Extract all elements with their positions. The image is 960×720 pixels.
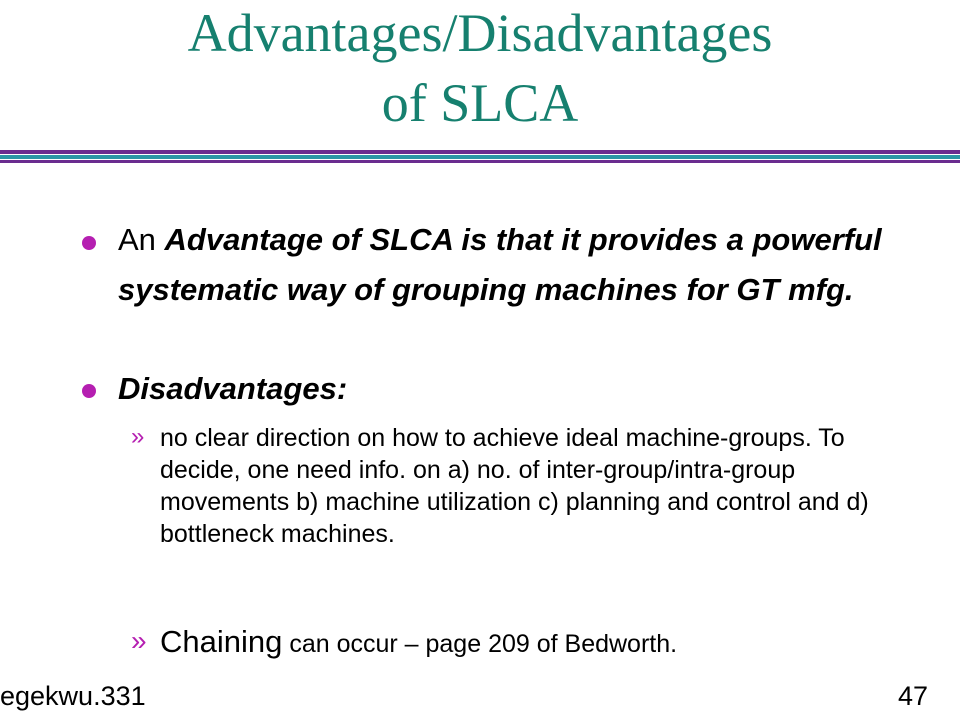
footer-page-number: 47 — [897, 681, 928, 711]
sub-bullet-chaining — [160, 622, 880, 664]
title-divider-top — [0, 150, 960, 154]
bullet-advantage-emphasis: Advantage of SLCA is that it provides a powerful systematic way of grouping machines for GT mfg. — [118, 222, 882, 307]
bullet-advantage — [118, 215, 898, 315]
title-divider-bottom — [0, 160, 960, 163]
bullet-disadvantages-heading: Disadvantages: — [118, 371, 348, 406]
title-line-1: Advantages/Disadvantages — [187, 3, 773, 63]
title-line-2: of SLCA — [381, 73, 579, 133]
sub-bullet-chaining-text: can occur – page 209 of Bedworth. — [282, 630, 678, 658]
title-divider-middle — [0, 155, 960, 159]
bullet-dot-icon — [82, 384, 96, 398]
bullet-advantage-lead: An — [118, 222, 165, 257]
slide-title — [0, 0, 960, 138]
footer-course-code: egekwu.331 — [0, 681, 146, 711]
bullet-dot-icon — [82, 236, 96, 250]
sub-bullet-marker-icon: » — [131, 625, 147, 656]
sub-bullet-marker-icon: » — [131, 423, 145, 450]
sub-bullet-chaining-lead: Chaining — [160, 624, 283, 659]
sub-bullet-direction: no clear direction on how to achieve ideal machine-groups. To decide, one need info. on a) no. of inter-group/intra-group movements b) machine utilization c) planning and control and d) bottleneck machines. — [160, 424, 869, 548]
